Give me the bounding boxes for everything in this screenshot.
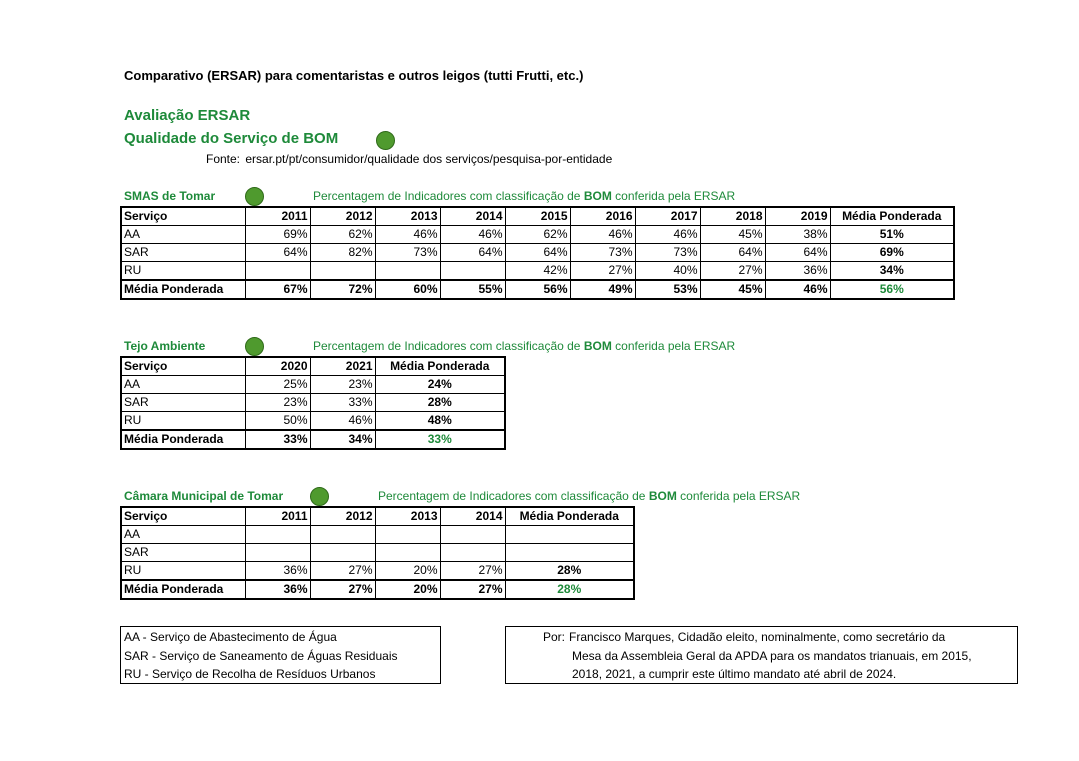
table-cell: 64% bbox=[700, 244, 765, 262]
table-cell: 46% bbox=[635, 226, 700, 244]
author-label: Por: bbox=[543, 630, 566, 644]
column-header: 2020 bbox=[245, 357, 310, 376]
table-cell bbox=[310, 544, 375, 562]
caption-prefix: Percentagem de Indicadores com classificação de bbox=[378, 489, 649, 503]
table-cell: 73% bbox=[375, 244, 440, 262]
author-text-3: 2018, 2021, a cumprir este último mandato até abril de 2024. bbox=[572, 667, 897, 681]
table-cell: 23% bbox=[310, 376, 375, 394]
weighted-average-cell: 33% bbox=[375, 430, 505, 449]
table-cell: 46% bbox=[570, 226, 635, 244]
column-header: 2011 bbox=[245, 207, 310, 226]
table-cell: 40% bbox=[635, 262, 700, 281]
weighted-average-cell: 56% bbox=[830, 280, 954, 299]
column-header: 2012 bbox=[310, 207, 375, 226]
table-header-row bbox=[121, 207, 954, 226]
table-row bbox=[121, 226, 954, 244]
table-cell: 27% bbox=[700, 262, 765, 281]
table-cell: 34% bbox=[310, 430, 375, 449]
table-cell: 60% bbox=[375, 280, 440, 299]
table-cell: 25% bbox=[245, 376, 310, 394]
weighted-average-cell: 69% bbox=[830, 244, 954, 262]
caption-suffix: conferida pela ERSAR bbox=[611, 339, 736, 353]
author-line-1 bbox=[543, 628, 1014, 647]
table-cell: 50% bbox=[245, 412, 310, 431]
weighted-average-cell: 28% bbox=[505, 580, 634, 599]
row-label: Média Ponderada bbox=[121, 580, 245, 599]
table-cell bbox=[375, 526, 440, 544]
table-cell bbox=[310, 526, 375, 544]
table-cell: 56% bbox=[505, 280, 570, 299]
column-header: 2013 bbox=[375, 207, 440, 226]
table-cell: 69% bbox=[245, 226, 310, 244]
row-label: AA bbox=[121, 526, 245, 544]
table-cell bbox=[375, 262, 440, 281]
table-cell: 73% bbox=[570, 244, 635, 262]
row-label: RU bbox=[121, 562, 245, 581]
row-label: SAR bbox=[121, 394, 245, 412]
table-row bbox=[121, 394, 505, 412]
table-cell: 73% bbox=[635, 244, 700, 262]
caption-bold: BOM bbox=[648, 489, 677, 503]
column-header: Serviço bbox=[121, 357, 245, 376]
table-cell bbox=[440, 262, 505, 281]
source-label: Fonte: bbox=[206, 152, 241, 166]
column-header: Serviço bbox=[121, 507, 245, 526]
weighted-average-cell: 34% bbox=[830, 262, 954, 281]
table-cell: 64% bbox=[440, 244, 505, 262]
table-cell: 72% bbox=[310, 280, 375, 299]
table-total-row bbox=[121, 430, 505, 449]
table-cell: 62% bbox=[310, 226, 375, 244]
weighted-average-cell: 28% bbox=[375, 394, 505, 412]
caption-smas bbox=[313, 189, 735, 203]
author-text-2: Mesa da Assembleia Geral da APDA para os mandatos trianuais, em 2015, bbox=[572, 648, 972, 663]
table-cell: 27% bbox=[440, 562, 505, 581]
legend-item-aa: AA - Serviço de Abastecimento de Água bbox=[124, 630, 337, 644]
weighted-average-cell: 51% bbox=[830, 226, 954, 244]
source-url: ersar.pt/pt/consumidor/qualidade dos serviços/pesquisa-por-entidade bbox=[245, 152, 613, 166]
table-cell bbox=[245, 262, 310, 281]
entity-label-tejo: Tejo Ambiente bbox=[124, 339, 206, 353]
source-line bbox=[206, 152, 612, 166]
table-row bbox=[121, 376, 505, 394]
table-cell: 33% bbox=[310, 394, 375, 412]
caption-prefix: Percentagem de Indicadores com classificação de bbox=[313, 189, 584, 203]
legend-box bbox=[120, 626, 441, 684]
table-cell: 36% bbox=[245, 580, 310, 599]
column-header: Média Ponderada bbox=[375, 357, 505, 376]
table-cell bbox=[375, 544, 440, 562]
table-cell: 36% bbox=[245, 562, 310, 581]
weighted-average-cell: 28% bbox=[505, 562, 634, 581]
table-cell bbox=[310, 262, 375, 281]
column-header: 2016 bbox=[570, 207, 635, 226]
column-header: 2014 bbox=[440, 507, 505, 526]
table-row bbox=[121, 544, 634, 562]
weighted-average-cell: 48% bbox=[375, 412, 505, 431]
table-cell: 46% bbox=[310, 412, 375, 431]
column-header: 2012 bbox=[310, 507, 375, 526]
table-cell: 36% bbox=[765, 262, 830, 281]
caption-bold: BOM bbox=[583, 189, 612, 203]
green-status-dot-icon bbox=[376, 131, 395, 150]
column-header: 2011 bbox=[245, 507, 310, 526]
table-header-row bbox=[121, 507, 634, 526]
column-header: Serviço bbox=[121, 207, 245, 226]
table-cell bbox=[245, 526, 310, 544]
heading-avaliacao: Avaliação ERSAR bbox=[124, 107, 251, 124]
table-cell: 46% bbox=[765, 280, 830, 299]
table-cell: 23% bbox=[245, 394, 310, 412]
table-row bbox=[121, 562, 634, 581]
table-cell: 45% bbox=[700, 226, 765, 244]
caption-suffix: conferida pela ERSAR bbox=[611, 189, 736, 203]
column-header: Média Ponderada bbox=[505, 507, 634, 526]
weighted-average-cell bbox=[505, 526, 634, 544]
table-cell: 42% bbox=[505, 262, 570, 281]
caption-tejo bbox=[313, 339, 735, 353]
table-row bbox=[121, 412, 505, 431]
table-row bbox=[121, 526, 634, 544]
table-cell: 49% bbox=[570, 280, 635, 299]
table-total-row bbox=[121, 580, 634, 599]
entity-label-smas: SMAS de Tomar bbox=[124, 189, 216, 203]
caption-bold: BOM bbox=[583, 339, 612, 353]
row-label: RU bbox=[121, 262, 245, 281]
table-cell: 53% bbox=[635, 280, 700, 299]
table-cell: 64% bbox=[245, 244, 310, 262]
row-label: AA bbox=[121, 226, 245, 244]
column-header: 2019 bbox=[765, 207, 830, 226]
weighted-average-cell bbox=[505, 544, 634, 562]
table-smas bbox=[120, 206, 955, 300]
caption-camara bbox=[378, 489, 800, 503]
row-label: RU bbox=[121, 412, 245, 431]
green-status-dot-icon bbox=[245, 187, 264, 206]
column-header: 2018 bbox=[700, 207, 765, 226]
legend-item-ru: RU - Serviço de Recolha de Resíduos Urbanos bbox=[124, 667, 376, 681]
author-box bbox=[505, 626, 1018, 684]
table-cell: 46% bbox=[375, 226, 440, 244]
table-cell: 64% bbox=[505, 244, 570, 262]
table-cell bbox=[245, 544, 310, 562]
table-cell: 27% bbox=[440, 580, 505, 599]
column-header: 2014 bbox=[440, 207, 505, 226]
table-total-row bbox=[121, 280, 954, 299]
column-header: 2013 bbox=[375, 507, 440, 526]
row-label: AA bbox=[121, 376, 245, 394]
table-cell: 67% bbox=[245, 280, 310, 299]
table-cell: 55% bbox=[440, 280, 505, 299]
table-header-row bbox=[121, 357, 505, 376]
table-cell: 33% bbox=[245, 430, 310, 449]
author-text-1: Francisco Marques, Cidadão eleito, nominalmente, como secretário da bbox=[569, 630, 946, 644]
table-cell: 62% bbox=[505, 226, 570, 244]
entity-label-camara: Câmara Municipal de Tomar bbox=[124, 489, 284, 503]
row-label: Média Ponderada bbox=[121, 280, 245, 299]
row-label: Média Ponderada bbox=[121, 430, 245, 449]
table-cell: 20% bbox=[375, 562, 440, 581]
table-tejo bbox=[120, 356, 506, 450]
column-header: 2017 bbox=[635, 207, 700, 226]
column-header: 2021 bbox=[310, 357, 375, 376]
column-header: 2015 bbox=[505, 207, 570, 226]
green-status-dot-icon bbox=[310, 487, 329, 506]
row-label: SAR bbox=[121, 544, 245, 562]
column-header: Média Ponderada bbox=[830, 207, 954, 226]
row-label: SAR bbox=[121, 244, 245, 262]
caption-prefix: Percentagem de Indicadores com classificação de bbox=[313, 339, 584, 353]
table-cell bbox=[440, 544, 505, 562]
table-cell: 46% bbox=[440, 226, 505, 244]
table-cell bbox=[440, 526, 505, 544]
heading-qualidade: Qualidade do Serviço de BOM bbox=[124, 130, 339, 147]
table-cell: 45% bbox=[700, 280, 765, 299]
table-cell: 64% bbox=[765, 244, 830, 262]
table-cell: 38% bbox=[765, 226, 830, 244]
table-camara bbox=[120, 506, 635, 600]
document-title: Comparativo (ERSAR) para comentaristas e outros leigos (tutti Frutti, etc.) bbox=[124, 68, 584, 83]
table-row bbox=[121, 262, 954, 281]
table-cell: 27% bbox=[310, 562, 375, 581]
table-cell: 27% bbox=[570, 262, 635, 281]
weighted-average-cell: 24% bbox=[375, 376, 505, 394]
legend-item-sar: SAR - Serviço de Saneamento de Águas Residuais bbox=[124, 648, 398, 663]
table-cell: 82% bbox=[310, 244, 375, 262]
green-status-dot-icon bbox=[245, 337, 264, 356]
table-cell: 27% bbox=[310, 580, 375, 599]
caption-suffix: conferida pela ERSAR bbox=[676, 489, 801, 503]
table-cell: 20% bbox=[375, 580, 440, 599]
table-row bbox=[121, 244, 954, 262]
